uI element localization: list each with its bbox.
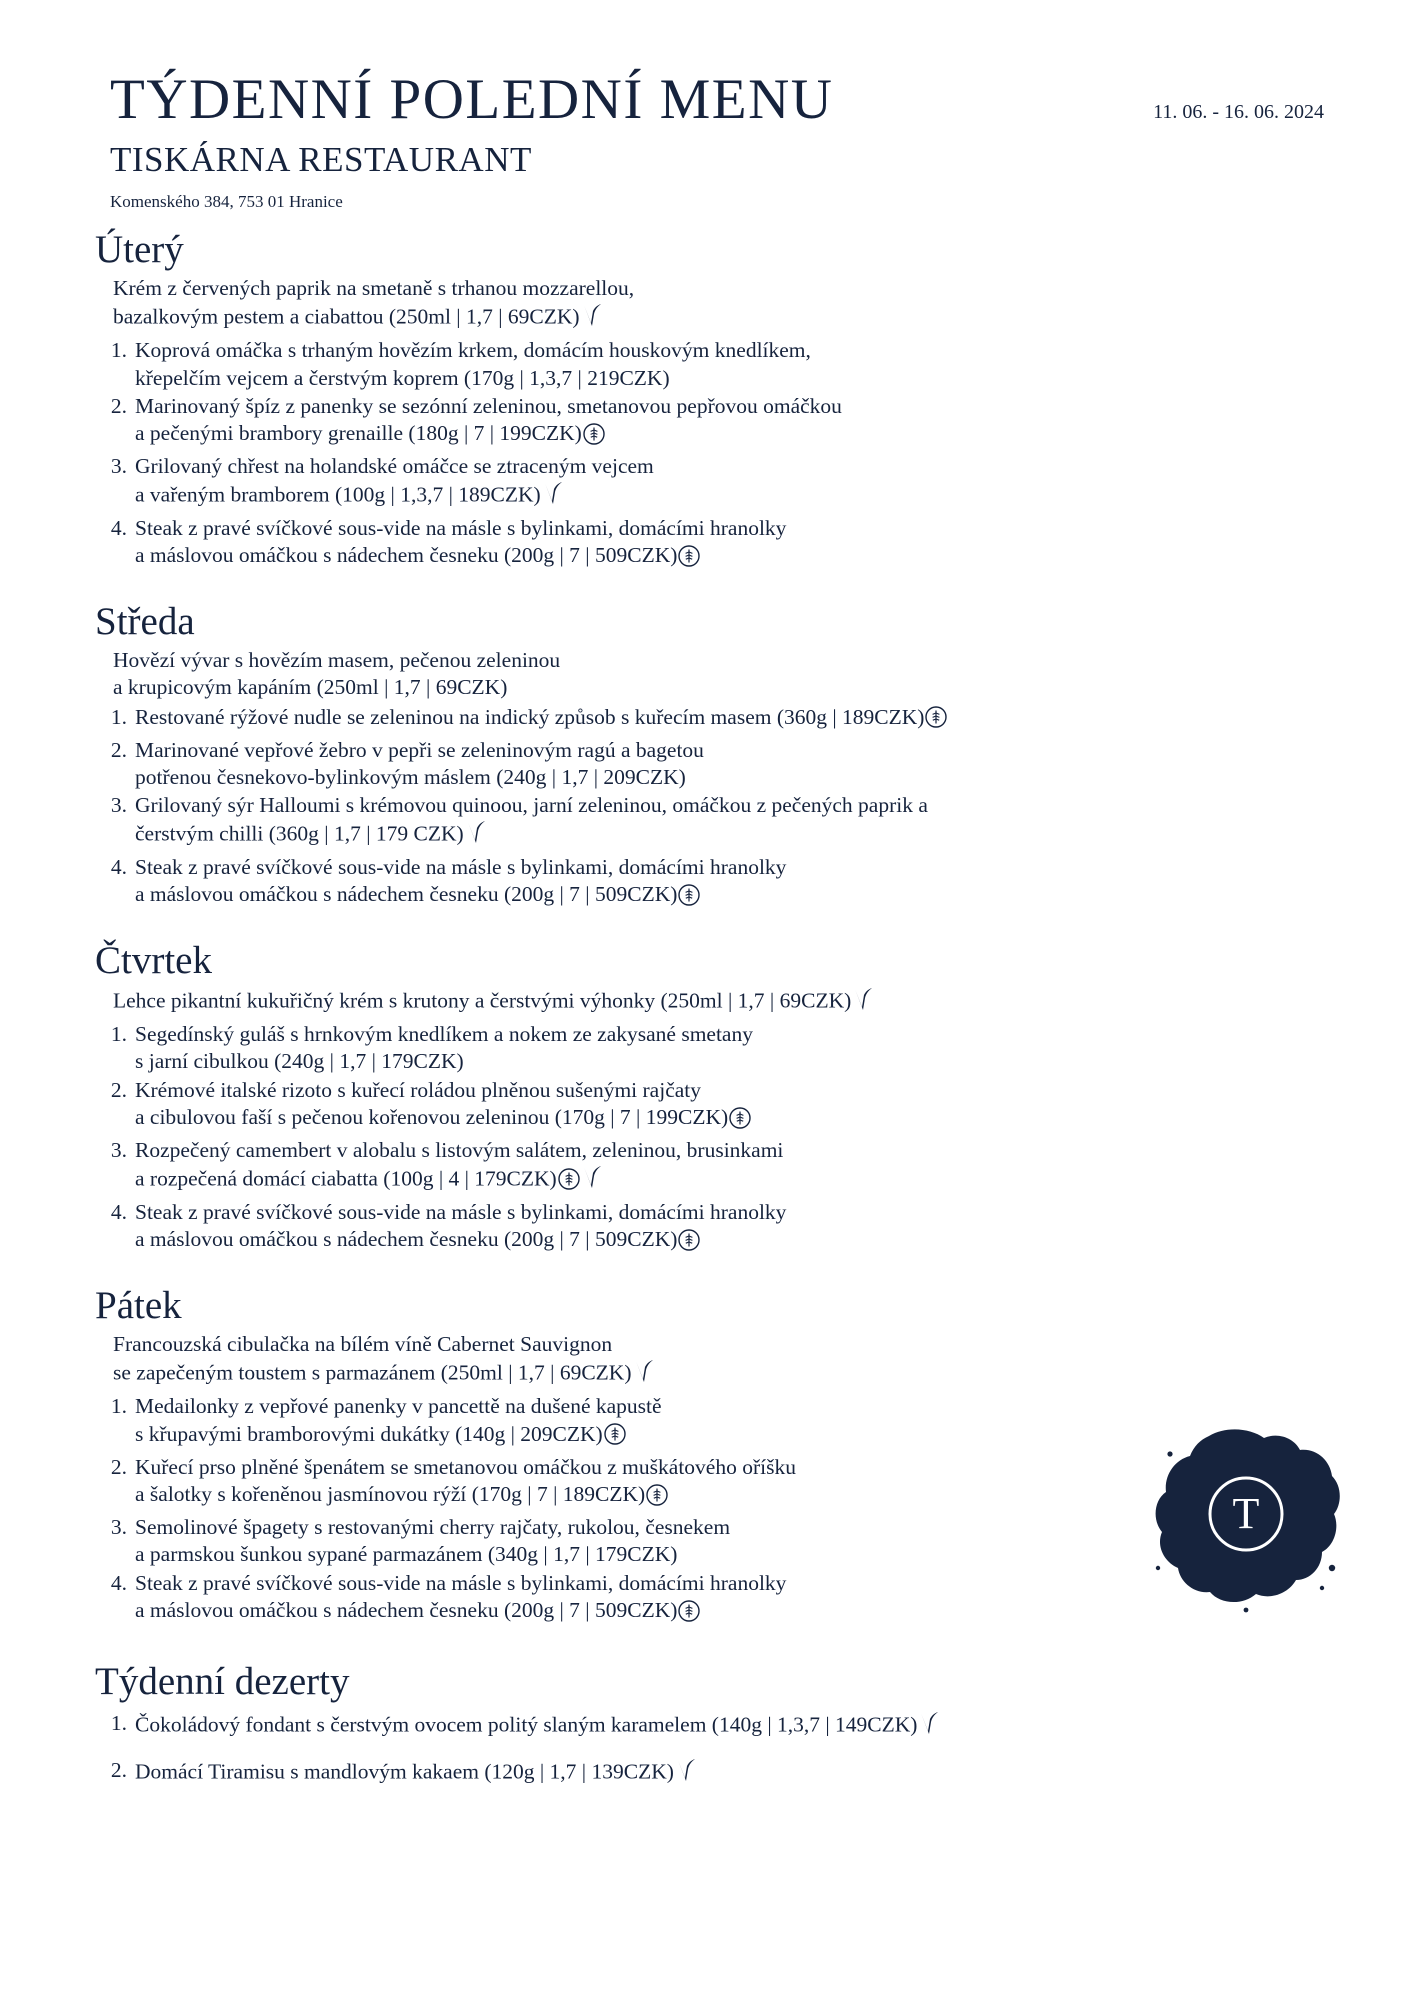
dish-item xyxy=(95,1137,1344,1198)
vegetarian-leaf-icon xyxy=(542,480,564,513)
text-line: a šalotky s kořeněnou jasmínovou rýží (170g | 7 | 189CZK) xyxy=(135,1481,1344,1513)
text-line: Steak z pravé svíčkové sous-vide na másle s bylinkami, domácími hranolky xyxy=(135,515,787,540)
text-line: a máslovou omáčkou s nádechem česneku (200g | 7 | 509CZK) xyxy=(135,1226,1344,1258)
restaurant-logo xyxy=(1146,1418,1346,1618)
dish-item xyxy=(95,704,1344,736)
dish-item xyxy=(95,337,1344,392)
dish-item xyxy=(95,1021,1344,1076)
date-range: 11. 06. - 16. 06. 2024 xyxy=(1153,101,1324,123)
dish-number: 1. xyxy=(110,338,127,363)
gluten-free-wheat-icon xyxy=(678,1229,700,1258)
dish-item xyxy=(95,453,1344,514)
dish-text xyxy=(135,453,1344,514)
text-line: Hovězí vývar s hovězím masem, pečenou zeleninou xyxy=(113,647,561,672)
dish-item xyxy=(95,792,1344,853)
vegetarian-leaf-icon xyxy=(675,1757,697,1790)
dish-number: 2. xyxy=(110,393,127,418)
svg-text:T: T xyxy=(1232,1489,1260,1538)
dish-list xyxy=(95,1021,1344,1258)
vegetarian-leaf-icon xyxy=(581,1164,603,1197)
day-name: Čtvrtek xyxy=(95,939,212,983)
dish-number: 1. xyxy=(110,1022,127,1047)
day-name: Středa xyxy=(95,600,195,644)
text-line: Krémové italské rizoto s kuřecí roládou plněnou sušenými rajčaty xyxy=(135,1077,702,1102)
gluten-free-wheat-icon xyxy=(678,1600,700,1629)
dish-text xyxy=(135,393,1344,452)
text-line: Grilovaný chřest na holandské omáčce se ztraceným vejcem xyxy=(135,454,654,479)
dish-item xyxy=(95,737,1344,792)
gluten-free-wheat-icon xyxy=(729,1107,751,1136)
text-line: Marinovaný špíz z panenky se sezónní zeleninou, smetanovou pepřovou omáčkou xyxy=(135,393,842,418)
dish-number: 2. xyxy=(110,1077,127,1102)
dish-number: 4. xyxy=(110,515,127,540)
text-line: Marinované vepřové žebro v pepři se zeleninovým ragú a bagetou xyxy=(135,737,704,762)
vegetarian-leaf-icon xyxy=(852,986,874,1019)
page-title: TÝDENNÍ POLEDNÍ MENU xyxy=(110,68,834,131)
dessert-number: 2. xyxy=(110,1758,127,1783)
vegetarian-leaf-icon xyxy=(465,819,487,852)
text-line: Semolinové špagety s restovanými cherry rajčaty, rukolou, česnekem xyxy=(135,1515,731,1540)
dish-text xyxy=(135,737,1344,792)
dish-text xyxy=(135,1077,1344,1136)
dessert-item xyxy=(95,1710,1344,1743)
day-block xyxy=(95,939,1344,1258)
day-name: Úterý xyxy=(95,227,184,271)
dish-text xyxy=(135,854,1344,913)
text-line: Francouzská cibulačka na bílém víně Cabernet Sauvignon xyxy=(113,1331,613,1356)
gluten-free-wheat-icon xyxy=(604,1423,626,1452)
day-name: Pátek xyxy=(95,1284,182,1327)
dish-number: 2. xyxy=(110,737,127,762)
text-line: Segedínský guláš s hrnkovým knedlíkem a nokem ze zakysané smetany xyxy=(135,1022,753,1047)
text-line: se zapečeným toustem s parmazánem (250ml | 1,7 | 69CZK) xyxy=(113,1358,1344,1391)
desserts-title: Týdenní dezerty xyxy=(95,1659,350,1703)
gluten-free-wheat-icon xyxy=(678,884,700,913)
text-line: s jarní cibulkou (240g | 1,7 | 179CZK) xyxy=(135,1049,464,1074)
dish-number: 3. xyxy=(110,1138,127,1163)
text-line: Steak z pravé svíčkové sous-vide na másle s bylinkami, domácími hranolky xyxy=(135,1570,787,1595)
vegetarian-leaf-icon xyxy=(581,302,603,335)
dish-text xyxy=(135,1137,1344,1198)
dessert-number: 1. xyxy=(110,1710,127,1735)
dish-number: 4. xyxy=(110,1570,127,1595)
dish-list xyxy=(95,704,1344,914)
title-row xyxy=(110,70,1344,130)
dish-number: 1. xyxy=(110,1394,127,1419)
text-line: Steak z pravé svíčkové sous-vide na másle s bylinkami, domácími hranolky xyxy=(135,854,787,879)
text-line: Koprová omáčka s trhaným hovězím krkem, domácím houskovým knedlíkem, xyxy=(135,338,811,363)
dish-list xyxy=(95,337,1344,574)
soup-item xyxy=(95,275,1344,336)
dish-number: 1. xyxy=(110,704,127,729)
logo-ink-splat-icon xyxy=(1146,1418,1346,1618)
dish-number: 4. xyxy=(110,854,127,879)
text-line: a máslovou omáčkou s nádechem česneku (200g | 7 | 509CZK) xyxy=(135,542,1344,574)
dish-text xyxy=(135,1021,1344,1076)
text-line: a cibulovou faší s pečenou kořenovou zeleninou (170g | 7 | 199CZK) xyxy=(135,1104,1344,1136)
dish-text xyxy=(135,337,1344,392)
text-line: čerstvým chilli (360g | 1,7 | 179 CZK) xyxy=(135,819,1344,852)
dish-number: 2. xyxy=(110,1454,127,1479)
dish-text xyxy=(135,704,1344,736)
dish-number: 3. xyxy=(110,454,127,479)
dish-item xyxy=(95,515,1344,574)
text-line: s křupavými bramborovými dukátky (140g | 209CZK) xyxy=(135,1421,1344,1453)
text-line: a máslovou omáčkou s nádechem česneku (200g | 7 | 509CZK) xyxy=(135,1597,1344,1629)
gluten-free-wheat-icon xyxy=(583,423,605,452)
menu-header xyxy=(0,0,1414,212)
vegetarian-leaf-icon xyxy=(633,1358,655,1391)
text-line: Domácí Tiramisu s mandlovým kakaem (120g | 1,7 | 139CZK) xyxy=(135,1757,1344,1790)
text-line: Lehce pikantní kukuřičný krém s krutony a čerstvými výhonky (250ml | 1,7 | 69CZK) xyxy=(113,986,1344,1019)
dessert-item xyxy=(95,1757,1344,1790)
dessert-text xyxy=(135,1757,1344,1790)
restaurant-name: TISKÁRNA RESTAURANT xyxy=(110,139,532,179)
day-block xyxy=(95,228,1344,574)
gluten-free-wheat-icon xyxy=(646,1484,668,1513)
dish-number: 3. xyxy=(110,1515,127,1540)
text-line: a vařeným bramborem (100g | 1,3,7 | 189CZK) xyxy=(135,480,1344,513)
text-line: a krupicovým kapáním (250ml | 1,7 | 69CZK) xyxy=(113,675,508,700)
text-line: Restované rýžové nudle se zeleninou na indický způsob s kuřecím masem (360g | 189CZK) xyxy=(135,704,1344,736)
soup-item xyxy=(95,1331,1344,1392)
text-line: křepelčím vejcem a čerstvým koprem (170g | 1,3,7 | 219CZK) xyxy=(135,365,670,390)
dish-number: 4. xyxy=(110,1199,127,1224)
text-line: a máslovou omáčkou s nádechem česneku (200g | 7 | 509CZK) xyxy=(135,881,1344,913)
gluten-free-wheat-icon xyxy=(678,545,700,574)
text-line: a pečenými brambory grenaille (180g | 7 | 199CZK) xyxy=(135,420,1344,452)
text-line: Čokoládový fondant s čerstvým ovocem politý slaným karamelem (140g | 1,3,7 | 149CZK) xyxy=(135,1710,1344,1743)
text-line: potřenou česnekovo-bylinkovým máslem (240g | 1,7 | 209CZK) xyxy=(135,764,686,789)
dish-text xyxy=(135,792,1344,853)
dish-number: 3. xyxy=(110,793,127,818)
dish-item xyxy=(95,1199,1344,1258)
gluten-free-wheat-icon xyxy=(558,1168,580,1197)
desserts-list xyxy=(95,1710,1344,1791)
dish-text xyxy=(135,1199,1344,1258)
text-line: Grilovaný sýr Halloumi s krémovou quinoou, jarní zeleninou, omáčkou z pečených paprik a xyxy=(135,793,928,818)
restaurant-address: Komenského 384, 753 01 Hranice xyxy=(110,191,343,211)
dish-item xyxy=(95,393,1344,452)
dish-item xyxy=(95,1077,1344,1136)
dish-item xyxy=(95,854,1344,913)
soup-item xyxy=(95,986,1344,1019)
day-block xyxy=(95,600,1344,913)
vegetarian-leaf-icon xyxy=(918,1710,940,1743)
text-line: a rozpečená domácí ciabatta (100g | 4 | 179CZK) xyxy=(135,1164,1344,1197)
dish-text xyxy=(135,515,1344,574)
text-line: a parmskou šunkou sypané parmazánem (340g | 1,7 | 179CZK) xyxy=(135,1542,678,1567)
text-line: Medailonky z vepřové panenky v pancettě na dušené kapustě xyxy=(135,1394,662,1419)
text-line: Steak z pravé svíčkové sous-vide na másle s bylinkami, domácími hranolky xyxy=(135,1199,787,1224)
text-line: Krém z červených paprik na smetaně s trhanou mozzarellou, xyxy=(113,275,635,300)
dessert-text xyxy=(135,1710,1344,1743)
gluten-free-wheat-icon xyxy=(925,706,947,735)
text-line: bazalkovým pestem a ciabattou (250ml | 1,7 | 69CZK) xyxy=(113,302,1344,335)
text-line: Kuřecí prso plněné špenátem se smetanovou omáčkou z muškátového oříšku xyxy=(135,1454,796,1479)
soup-item xyxy=(95,647,1344,702)
text-line: Rozpečený camembert v alobalu s listovým salátem, zeleninou, brusinkami xyxy=(135,1138,784,1163)
